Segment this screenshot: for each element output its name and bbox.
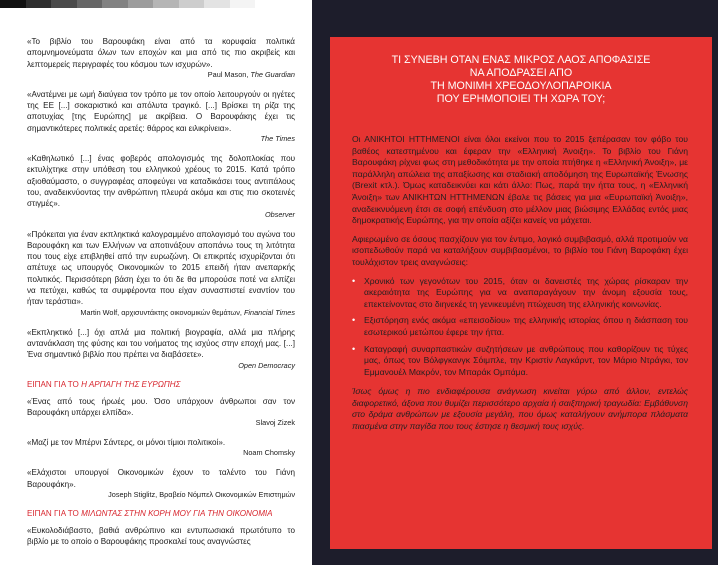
reviews-column: [27, 36, 295, 548]
review-source: The Times: [260, 134, 295, 144]
review-source: Paul Mason, The Guardian: [207, 69, 295, 79]
synopsis-paragraph: Αφιερωμένο σε όσους πασχίζουν για τον έντιμο, λογικό συμβιβασμό, αλλά προτιμούν να ισοπεδωθούν παρά να καταλήξουν συμβιβασμένοι, το βιβλίο του Γιάνη Βαροφάκη έχει τουλάχιστον τρεις αναγνώσεις:: [352, 233, 688, 267]
bullet-icon: •: [352, 275, 356, 286]
panel-title: [330, 54, 712, 106]
bullet-icon: •: [352, 343, 356, 354]
review-source: Martin Wolf, αρχισυντάκτης οικονομικών θεμάτων, Financial Times: [80, 307, 295, 317]
synopsis-panel: [330, 37, 712, 549]
review-quote: «Πρόκειται για έναν εκπληκτικά καλογραμμένο απολογισμό του αγώνα του Βαρουφάκη και των Ελλήνων να αποτινάξουν αποπάνω τους τη λιτότητα που τους είχε επιβληθεί από την ευρωζώνη. Οι επικριτές ισχυρίζονται ότι απέτυχε ως υπουργός Οικονομικών το 2015 επειδή ήταν ανεπαρκής πολιτικός. Περισσότερη βάση έχει το ότι δε θα μπορούσε ποτέ να ελπίζει να πετύχει, καθώς τα συμφέροντα που είχαν συνασπιστεί εναντίον του ήταν τεράστια».: [27, 229, 295, 307]
title-line: ΤΙ ΣΥΝΕΒΗ ΟΤΑΝ ΕΝΑΣ ΜΙΚΡΟΣ ΛΑΟΣ ΑΠΟΦΑΣΙΣΕ: [391, 54, 651, 66]
review-source: Joseph Stiglitz, Βραβείο Νόμπελ Οικονομικών Επιστημών: [108, 490, 295, 500]
review-source: Noam Chomsky: [243, 448, 295, 458]
review-quote: «Ανατέμνει με ωμή διαύγεια τον τρόπο με τον οποίο λειτουργούν οι ηγέτες της ΕΕ [...] σοκαριστικό και απόλυτα τραγικό. [...] Βρίσκει τη ρίζα της αποτυχίας [της Ευρώπης] με ακρίβεια. Ο Βαρουφάκης έχει τις σημαντικότερες πολιτικές αρετές: θάρρος και ειλικρίνεια».: [27, 89, 295, 133]
reading-bullet: • Χρονικό των γεγονότων του 2015, όταν οι δανειστές της χώρας ρίσκαραν την ακεραιότητα της Ευρώπης για να αναπαραγάγουν την άνομη εξουσία τους, επεκτείνοντας στο διηνεκές τη γενικευμένη πτώχευση της ελληνικής κοινωνίας.: [352, 275, 688, 309]
reading-bullet: • Καταγραφή συναρπαστικών συζητήσεων με ανθρώπους που καθορίζουν τις τύχες μας, όπως τον Βόλφγκανγκ Σόιμπλε, την Κριστίν Λαγκάρντ, τον Μάριο Ντράγκι, τον Εμμανουέλ Μακρόν, τον Μπαράκ Ομπάμα.: [352, 343, 688, 377]
title-line: ΝΑ ΑΠΟΔΡΑΣΕΙ ΑΠΟ: [469, 67, 573, 79]
closing-paragraph: Ίσως όμως η πιο ενδιαφέρουσα ανάγνωση κινείται γύρω από άλλον, εντελώς διαφορετικό, άξονα που θυμίζει περισσότερο αρχαία ή σαιξπηρική τραγωδία: Εμβάθυνση στο δράμα ανθρώπων με εξουσία μεγάλη, που όμως καταλήγουν ανήμπορα πλάσματα πιασμένα στην παγίδα που τους έστησε η θεσμική τους ισχύς.: [352, 386, 688, 432]
review-quote: «Το βιβλίο του Βαρουφάκη είναι από τα κορυφαία πολιτικά απομνημονεύματα όλων των εποχών και μια από τις πιο ακριβείς και λεπτομερείς περιγραφές του κόσμου των ισχυρών».: [27, 37, 295, 69]
panel-body: [352, 134, 688, 440]
print-color-bar: [0, 0, 255, 8]
review-quote: «Ένας από τους ήρωές μου. Όσο υπάρχουν άνθρωποι σαν τον Βαρουφάκη υπάρχει ελπίδα».: [27, 396, 295, 417]
section-heading: ΕΙΠΑΝ ΓΙΑ ΤΟ Η ΑΡΠΑΓΗ ΤΗΣ ΕΥΡΩΠΗΣ: [27, 379, 181, 389]
review-source: Slavoj Zizek: [255, 418, 295, 428]
title-line: ΤΗ ΜΟΝΙΜΗ ΧΡΕΟΔΟΥΛΟΠΑΡΟΙΚΙΑ: [430, 80, 612, 92]
review-quote: «Μαζί με τον Μπέρνι Σάντερς, οι μόνοι τίμιοι πολιτικοί».: [27, 438, 226, 448]
review-quote: «Ευκολοδιάβαστο, βαθιά ανθρώπινο και εντυπωσιακά πρωτότυπο το βιβλίο με το οποίο ο Βαρουφάκης προσκαλεί τους αναγνώστες: [27, 526, 295, 547]
reading-bullet: • Εξιστόρηση ενός ακόμα «επεισοδίου» της ελληνικής ιστορίας όπου η διάσπαση του εσωτερικού μετώπου έφερε την ήττα.: [352, 315, 688, 337]
review-source: Open Democracy: [238, 360, 295, 370]
synopsis-paragraph: Οι ΑΝΙΚΗΤΟΙ ΗΤΤΗΜΕΝΟΙ είναι όλοι εκείνοι που το 2015 ξεπέρασαν τον φόβο του βαθέος κατεστημένου και έφεραν την «Ελληνική Άνοιξη». Το βιβλίο του Γιάνη Βαρουφάκη ρίχνει φως στη μεθοδικότητα με την οποία πτήθηκε η «Ελληνική Άνοιξη», με παράλληλη απώλεια της απαξίωσης και σταδιακή αποδόμηση της Ευρωπαϊκής Ένωσης (Brexit κτλ.). Όμως καταδεικνύει και κάτι άλλο: Πως, παρά την ήττα τους, η «Ελληνική Άνοιξη» των ΑΝΙΚΗΤΩΝ ΗΤΤΗΜΕΝΩΝ έβαλε τις βάσεις για μια «Ευρωπαϊκή Άνοιξη», αναδεικνυόμενη έτσι σε σοφή επένδυση στο μέλλον μιας βιώσιμης Ελλάδας εντός μιας δημοκρατικής Ευρώπης, για την οποία αξίζει κανείς να μάχεται.: [352, 134, 688, 226]
review-source: Observer: [264, 209, 295, 219]
review-quote: «Ελάχιστοι υπουργοί Οικονομικών έχουν το ταλέντο του Γιάνη Βαρουφάκη».: [27, 468, 295, 489]
title-line: ΠΟΥ ΕΡΗΜΟΠΟΙΕΙ ΤΗ ΧΩΡΑ ΤΟΥ;: [436, 93, 606, 105]
section-heading: ΕΙΠΑΝ ΓΙΑ ΤΟ ΜΙΛΩΝΤΑΣ ΣΤΗΝ ΚΟΡΗ ΜΟΥ ΓΙΑ ΤΗΝ ΟΙΚΟΝΟΜΙΑ: [27, 509, 273, 519]
review-quote: «Καθηλωτικό [...] ένας φοβερός απολογισμός της δολοπλοκίας που εκτυλίχτηκε στην υπόθεση του ελληνικού χρέους το 2015. Κατά τρόπο αξιοθαύμαστο, ο συγγραφέας αποφεύγει να καταδικάσει τους αντιπάλους του, αναδεικνύοντας την ανθρώπινη πλευρά ακόμα και στις πιο σκοτεινές στιγμές».: [27, 154, 295, 209]
review-quote: «Εκπληκτικό [...] όχι απλά μια πολιτική βιογραφία, αλλά μια πλήρης αντανάκλαση της φύσης και του νοήματος της ισχύος στην εποχή μας. [...] Ένα σημαντικό βιβλίο που πρέπει να διαβάσετε».: [27, 327, 295, 360]
bullet-icon: •: [352, 315, 356, 326]
